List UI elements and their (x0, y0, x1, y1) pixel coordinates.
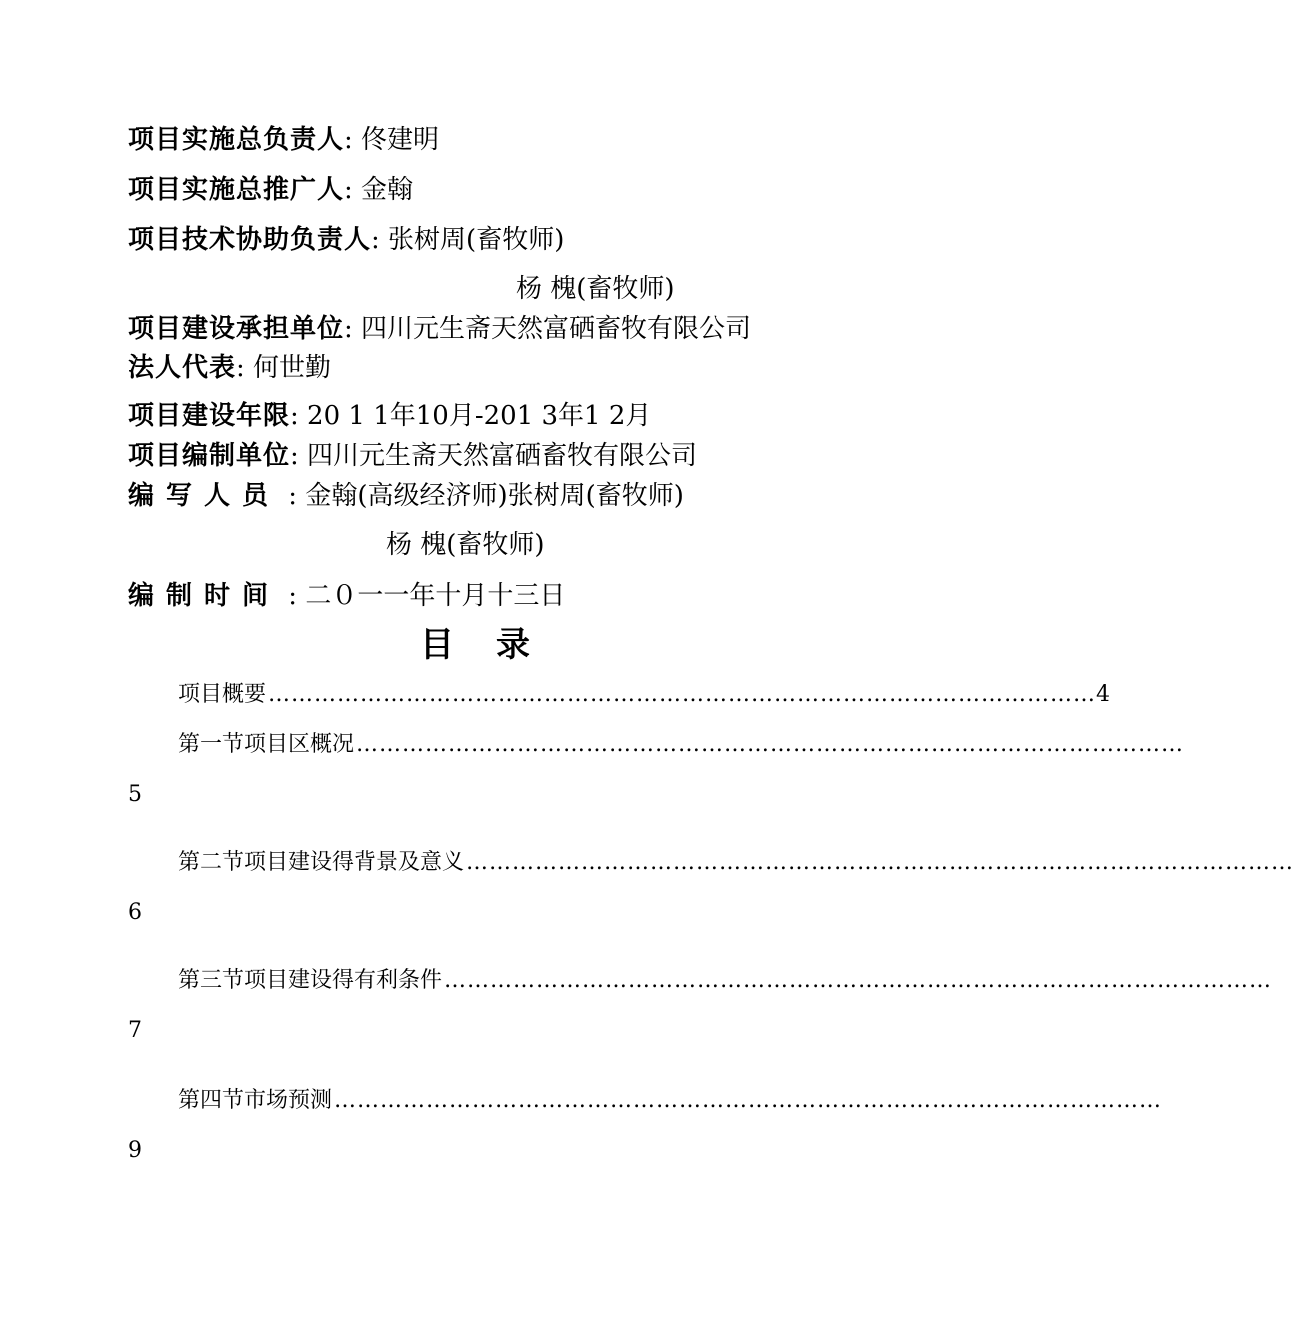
toc-page-number: 9 (128, 1138, 142, 1163)
info-writers-second (386, 529, 545, 561)
info-separator: : (344, 314, 362, 344)
info-label: 项目实施总推广人 (128, 175, 345, 205)
toc-leader-dots: ……………………………………………………………………………………………… (466, 850, 1294, 875)
info-value: 何世勤 (253, 353, 332, 383)
info-value: 20 1 1年10月-201 3年1 2月 (307, 401, 652, 431)
info-value: 二０一一年十月十三日 (305, 581, 566, 611)
toc-entry-title: 项目区概况 (244, 732, 355, 757)
info-label: 项目建设年限 (128, 401, 291, 431)
info-undertaking-unit (128, 313, 751, 345)
info-technical-lead (128, 224, 564, 256)
toc-section-number: 第四节 (178, 1088, 245, 1113)
info-separator: : (290, 401, 308, 431)
toc-leader-dots: ……………………………………………………………………………………………… (268, 682, 1097, 707)
info-legal-representative (128, 352, 331, 384)
info-value: 张树周(畜牧师) (388, 225, 565, 255)
toc-section-number: 第二节 (178, 850, 245, 875)
toc-title: 目录 (420, 625, 572, 665)
info-value: 四川元生斋天然富硒畜牧有限公司 (307, 441, 698, 471)
toc-entry-title: 项目概要 (178, 682, 267, 707)
toc-leader-dots: ……………………………………………………………………………………………… (444, 968, 1273, 993)
toc-entry-title: 项目建设得有利条件 (244, 968, 443, 993)
toc-entry-title: 市场预测 (244, 1088, 333, 1113)
info-label: 项目实施总负责人 (128, 125, 345, 155)
info-value: 佟建明 (361, 125, 440, 155)
toc-entry-section-3[interactable] (178, 966, 1273, 996)
toc-entry-section-1[interactable] (178, 730, 1185, 760)
toc-entry-title: 项目建设得背景及意义 (244, 850, 465, 875)
info-responsible-person (128, 124, 439, 156)
info-value: 金翰 (361, 175, 414, 205)
info-construction-period (128, 400, 651, 432)
info-separator: : (290, 441, 308, 471)
info-separator: : (344, 175, 362, 205)
info-label: 项目技术协助负责人 (128, 225, 372, 255)
toc-entry-section-4[interactable] (178, 1086, 1163, 1116)
info-separator: : (371, 225, 389, 255)
info-writers (128, 480, 684, 512)
info-separator: : (280, 481, 306, 511)
info-label: 项目编制单位 (128, 441, 291, 471)
toc-section-number: 第一节 (178, 732, 245, 757)
info-label: 编写人员 (128, 481, 281, 511)
toc-leader-dots: ……………………………………………………………………………………………… (334, 1088, 1163, 1113)
info-label: 编制时间 (128, 581, 281, 611)
info-value: 金翰(高级经济师)张树周(畜牧师) (305, 481, 684, 511)
info-compiling-unit (128, 440, 697, 472)
toc-section-number: 第三节 (178, 968, 245, 993)
toc-page-number: 6 (128, 900, 142, 925)
info-separator: : (280, 581, 306, 611)
info-compile-date (128, 580, 565, 612)
toc-entry-section-2[interactable] (178, 848, 1294, 878)
info-label: 法人代表 (128, 353, 237, 383)
info-technical-lead-second (516, 273, 675, 305)
info-value: 四川元生斋天然富硒畜牧有限公司 (361, 314, 752, 344)
toc-page-number: 4 (1096, 682, 1111, 707)
toc-entry-overview[interactable] (178, 680, 1111, 710)
info-value: 杨 槐(畜牧师) (386, 530, 545, 560)
toc-page-number: 7 (128, 1018, 142, 1043)
toc-leader-dots: ……………………………………………………………………………………………… (356, 732, 1185, 757)
info-value: 杨 槐(畜牧师) (516, 274, 675, 304)
info-promoter (128, 174, 413, 206)
info-label: 项目建设承担单位 (128, 314, 345, 344)
toc-page-number: 5 (128, 782, 142, 807)
info-separator: : (344, 125, 362, 155)
info-separator: : (236, 353, 254, 383)
